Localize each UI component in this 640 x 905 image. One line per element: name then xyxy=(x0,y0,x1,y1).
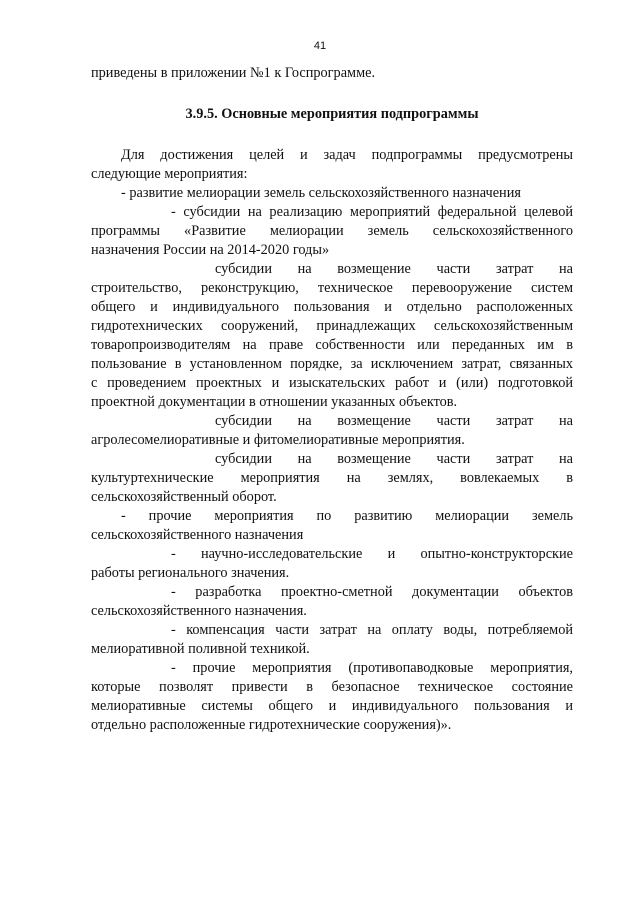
sub2-line-6: пользование в установленном порядке, за исключением затрат, связанных xyxy=(91,356,573,372)
sub2-line-4: гидротехнических сооружений, принадлежащих сельскохозяйственным xyxy=(91,318,573,334)
sub1-line-1: - субсидии на реализацию мероприятий федеральной целевой xyxy=(171,204,573,220)
item-other-line-2: сельскохозяйственного назначения xyxy=(91,527,304,543)
para1-line-1: Для достижения целей и задач подпрограммы предусмотрены xyxy=(121,147,573,163)
para1-line-2: следующие мероприятия: xyxy=(91,166,248,182)
sub5-line-2: работы регионального значения. xyxy=(91,565,290,581)
sub2-line-3: общего и индивидуального пользования и отдельно расположенных xyxy=(91,299,573,315)
sub8-line-1: - прочие мероприятия (противопаводковые мероприятия, xyxy=(171,660,573,676)
item-melioration: - развитие мелиорации земель сельскохозяйственного назначения xyxy=(121,185,521,201)
section-heading: 3.9.5. Основные мероприятия подпрограммы xyxy=(185,106,479,122)
sub8-line-4: отдельно расположенные гидротехнические сооружения)». xyxy=(91,717,452,733)
sub4-line-3: сельскохозяйственный оборот. xyxy=(91,489,277,505)
sub2-line-8: проектной документации в отношении указанных объектов. xyxy=(91,394,458,410)
sub4-line-2: культуртехнические мероприятия на землях, вовлекаемых в xyxy=(91,470,573,486)
sub2-line-7: с проведением проектных и изыскательских работ и (или) подготовкой xyxy=(91,375,573,391)
sub3-line-2: агролесомелиоративные и фитомелиоративные мероприятия. xyxy=(91,432,465,448)
page-content xyxy=(91,64,573,735)
sub3-line-1: субсидии на возмещение части затрат на xyxy=(215,413,573,429)
intro-line: приведены в приложении №1 к Госпрограмме. xyxy=(91,65,376,81)
item-other-line-1: - прочие мероприятия по развитию мелиорации земель xyxy=(121,508,573,524)
sub6-line-2: сельскохозяйственного назначения. xyxy=(91,603,307,619)
sub1-line-3: назначения России на 2014-2020 годы» xyxy=(91,242,330,258)
sub2-line-2: строительство, реконструкцию, техническое перевооружение систем xyxy=(91,280,573,296)
sub1-line-2: программы «Развитие мелиорации земель сельскохозяйственного xyxy=(91,223,573,239)
sub7-line-1: - компенсация части затрат на оплату воды, потребляемой xyxy=(171,622,573,638)
page-number: 41 xyxy=(313,40,327,52)
sub5-line-1: - научно-исследовательские и опытно-конструкторские xyxy=(171,546,573,562)
sub7-line-2: мелиоративной поливной техникой. xyxy=(91,641,310,657)
sub6-line-1: - разработка проектно-сметной документации объектов xyxy=(171,584,573,600)
sub2-line-5: товаропроизводителям на праве собственности или переданных им в xyxy=(91,337,573,353)
sub4-line-1: субсидии на возмещение части затрат на xyxy=(215,451,573,467)
sub8-line-3: мелиоративные системы общего и индивидуального пользования и xyxy=(91,698,573,714)
sub8-line-2: которые позволят привести в безопасное техническое состояние xyxy=(91,679,573,695)
sub2-line-1: субсидии на возмещение части затрат на xyxy=(215,261,573,277)
